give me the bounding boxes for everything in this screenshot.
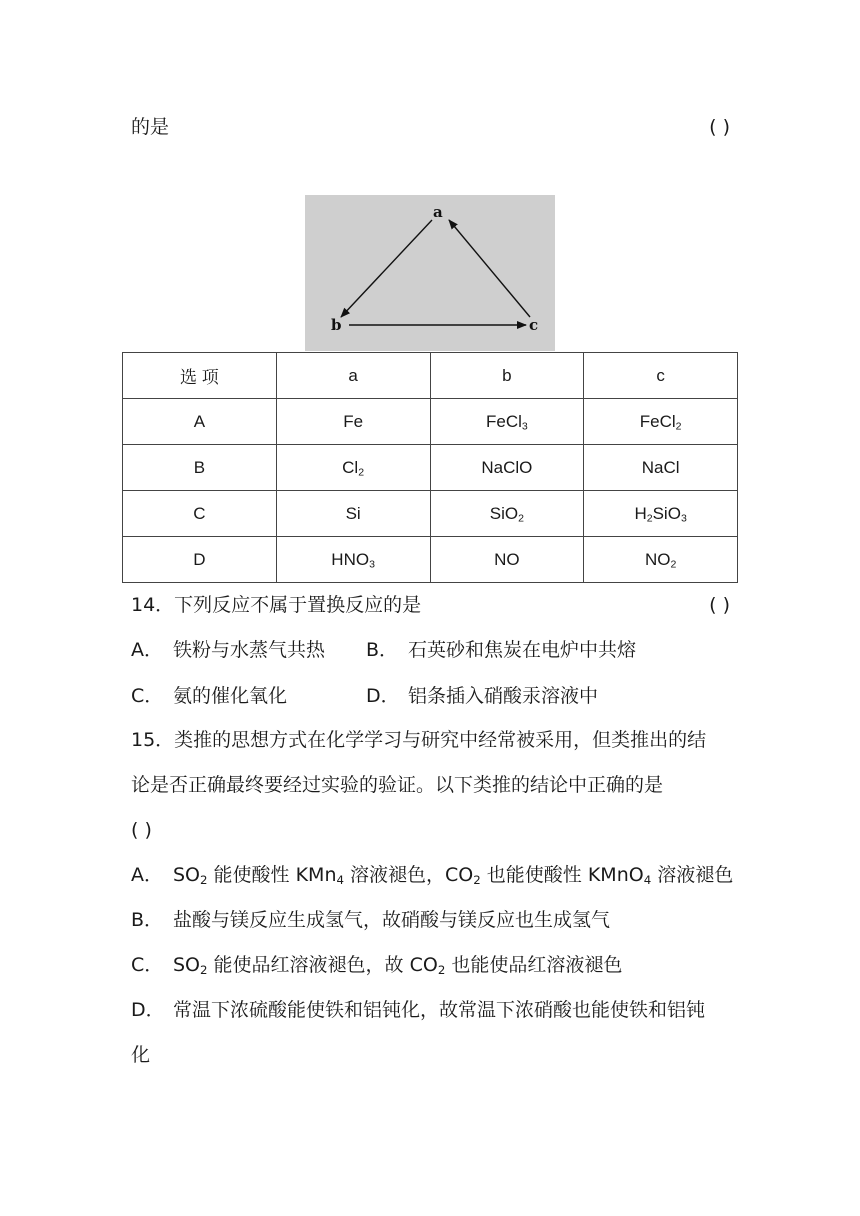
cell-c: $H_2SiO_3$ [584, 491, 738, 537]
cell-a: Fe [276, 399, 430, 445]
q15-stem-line-1: 15．类推的思想方式在化学学习与研究中经常被采用，但类推出的结 [131, 729, 707, 751]
cell-b: FeCl$_3$ [430, 399, 584, 445]
q14-option-b [366, 638, 636, 662]
option-text: $SO_2$ 能使酸性 KMn$_4$ 溶液褪色，$CO_2$ 也能使酸性 KMnO$_4$ 溶液褪色 [173, 864, 734, 887]
q14-stem: 14．下列反应不属于置换反应的是 [131, 594, 422, 616]
options-table [122, 352, 738, 583]
option-text: $SO_2$ 能使品红溶液褪色，故 $CO_2$ 也能使品红溶液褪色 [173, 954, 623, 977]
node-a-label: a [433, 203, 443, 221]
option-text: 铁粉与水蒸气共热 [173, 639, 326, 661]
table-row [123, 445, 738, 491]
cell-b: NO [430, 537, 584, 583]
node-c-label: c [529, 316, 539, 334]
q15-option-b [131, 908, 610, 932]
cell-a: $HNO_3$ [276, 537, 430, 583]
table-row [123, 399, 738, 445]
option-label: A． [131, 639, 163, 661]
header-cell: b [430, 353, 584, 399]
cell-option: A [123, 399, 277, 445]
q14-option-a [131, 638, 325, 662]
q15-option-d-continuation: 化 [131, 1044, 151, 1066]
option-text: 铝条插入硝酸汞溶液中 [408, 685, 599, 707]
answer-parentheses: ( ) [709, 116, 730, 138]
cell-c: $NO_2$ [584, 537, 738, 583]
cell-a: $Cl_2$ [276, 445, 430, 491]
table-row [123, 537, 738, 583]
option-text: 氨的催化氧化 [173, 685, 288, 707]
header-cell: c [584, 353, 738, 399]
cell-option: D [123, 537, 277, 583]
q15-answer-parentheses: ( ) [131, 819, 152, 841]
option-label: D． [131, 999, 165, 1021]
cell-b: SiO$_2$ [430, 491, 584, 537]
option-text: 石英砂和焦炭在电炉中共熔 [408, 639, 637, 661]
option-text: 盐酸与镁反应生成氢气，故硝酸与镁反应也生成氢气 [173, 909, 611, 931]
option-label: D． [366, 685, 400, 707]
header-cell: a [276, 353, 430, 399]
table-row [123, 491, 738, 537]
table-header-row [123, 353, 738, 399]
option-label: C． [131, 685, 164, 707]
q15-option-d [131, 998, 705, 1022]
option-label: C． [131, 954, 164, 976]
cell-option: B [123, 445, 277, 491]
header-cell: 选 项 [123, 353, 277, 399]
option-text: 常温下浓硫酸能使铁和铝钝化，故常温下浓硝酸也能使铁和铝钝 [173, 999, 706, 1021]
cell-c: NaCl [584, 445, 738, 491]
q14-answer-parentheses: ( ) [709, 594, 730, 616]
option-label: B． [366, 639, 399, 661]
q15-stem-line-2: 论是否正确最终要经过实验的验证。以下类推的结论中正确的是 [131, 774, 664, 796]
node-b-label: b [331, 316, 342, 334]
cell-option: C [123, 491, 277, 537]
reaction-triangle-figure [305, 195, 555, 351]
question-tail-text: 的是 [131, 116, 170, 138]
arrow-c-to-a [449, 220, 530, 317]
cell-b: NaClO [430, 445, 584, 491]
q15-option-a [131, 863, 733, 887]
option-label: A． [131, 864, 163, 886]
cell-a: Si [276, 491, 430, 537]
q14-option-c [131, 684, 287, 708]
q15-option-c [131, 953, 622, 977]
cell-c: FeCl$_2$ [584, 399, 738, 445]
arrow-a-to-b [341, 220, 432, 317]
q14-option-d [366, 684, 598, 708]
option-label: B． [131, 909, 164, 931]
